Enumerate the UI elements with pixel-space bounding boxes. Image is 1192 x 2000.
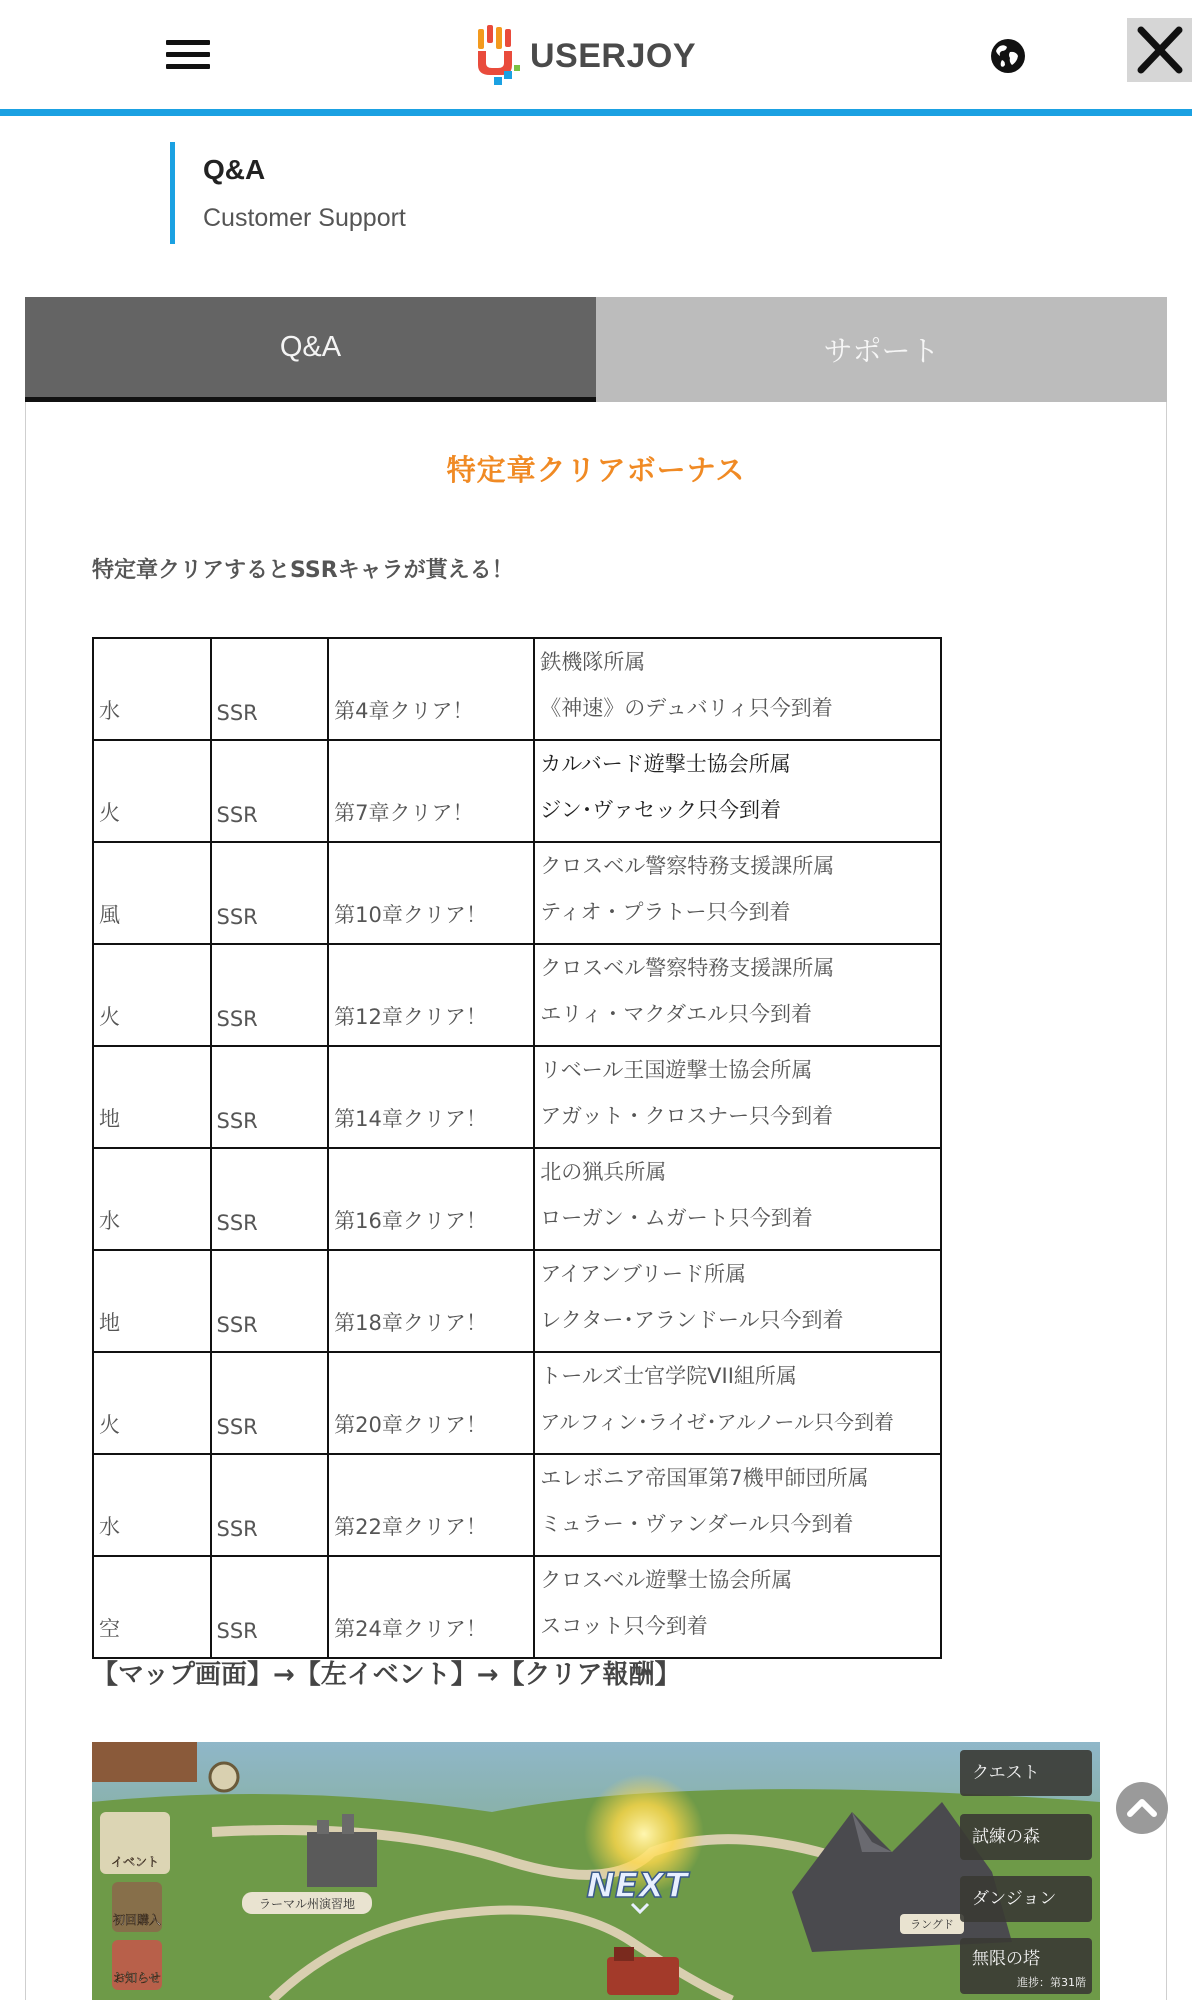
article-heading: 特定章クリアボーナス [446,453,746,487]
chapter-cell: 第14章クリア！ [328,1046,534,1148]
rarity-cell: SSR [211,1352,329,1454]
character-cell [534,1352,941,1454]
character-cell [534,638,941,740]
chapter-cell: 第7章クリア！ [328,740,534,842]
table-row [93,944,941,1046]
table-row [93,842,941,944]
affiliation-text: 北の猟兵所属 [540,1160,667,1184]
rarity-cell: SSR [211,842,329,944]
infinite-tower-menu-item[interactable]: 無限の塔 [972,1949,1040,1969]
page-title: Q&A [203,154,266,185]
userjoy-logo[interactable] [476,24,696,88]
character-cell [534,1148,941,1250]
dungeon-menu-item[interactable]: ダンジョン [972,1889,1057,1909]
rarity-cell: SSR [211,1046,329,1148]
element-cell: 火 [93,740,211,842]
character-text: ティオ・プラトー只今到着 [540,900,791,924]
chapter-cell: 第18章クリア！ [328,1250,534,1352]
character-cell [534,1454,941,1556]
table-row [93,1556,941,1658]
page-subtitle: Customer Support [203,204,406,232]
chapter-cell: 第22章クリア！ [328,1454,534,1556]
affiliation-text: 鉄機隊所属 [540,650,646,674]
character-text: ミュラー・ヴァンダール只今到着 [540,1512,854,1536]
affiliation-text: トールズ士官学院VII組所属 [540,1364,797,1388]
tab-qa[interactable]: Q&A [25,297,596,402]
route-instructions: 【マップ画面】→【左イベント】→【クリア報酬】 [92,1660,681,1690]
article-intro: 特定章クリアするとSSRキャラが貰える！ [92,558,514,583]
next-label[interactable]: NEXT [586,1866,688,1906]
table-row [93,1352,941,1454]
affiliation-text: クロスベル遊撃士協会所属 [540,1568,793,1592]
map-illustration [92,1742,1100,2000]
table-row [93,1454,941,1556]
character-cell [534,1046,941,1148]
close-icon [1127,18,1192,82]
affiliation-text: カルバード遊撃士協会所属 [540,752,791,776]
section-title [170,142,406,244]
character-cell [534,740,941,842]
news-menu-item[interactable]: お知らせ [113,1971,161,1985]
chapter-cell: 第20章クリア！ [328,1352,534,1454]
table-row [93,1250,941,1352]
table-row [93,638,941,740]
affiliation-text: リベール王国遊撃士協会所属 [540,1058,813,1082]
character-cell [534,944,941,1046]
character-text: 《神速》のデュバリィ只今到着 [540,696,833,720]
menu-icon[interactable] [166,40,210,72]
scroll-to-top-button[interactable] [1116,1782,1168,1834]
chapter-cell: 第12章クリア！ [328,944,534,1046]
affiliation-text: クロスベル警察特務支援課所属 [540,956,835,980]
reward-table [92,637,942,1659]
character-text: アルフィン･ライゼ･アルノール只今到着 [540,1410,895,1434]
character-cell [534,1250,941,1352]
chapter-cell: 第24章クリア！ [328,1556,534,1658]
chapter-cell: 第4章クリア！ [328,638,534,740]
table-row [93,1148,941,1250]
tab-bar [25,297,1167,402]
logo-text: USERJOY [530,36,696,75]
character-cell [534,842,941,944]
character-text: アガット・クロスナー只今到着 [540,1104,834,1128]
rarity-cell: SSR [211,1250,329,1352]
logo-mark-icon [476,25,522,87]
element-cell: 風 [93,842,211,944]
element-cell: 空 [93,1556,211,1658]
site-header [0,0,1192,116]
chevron-up-icon [1116,1782,1168,1834]
game-map-screenshot [92,1742,1100,2000]
element-cell: 地 [93,1250,211,1352]
element-cell: 水 [93,1454,211,1556]
rarity-cell: SSR [211,740,329,842]
rarity-cell: SSR [211,944,329,1046]
map-label-camp: ラーマル州演習地 [258,1897,356,1911]
table-row [93,740,941,842]
rarity-cell: SSR [211,1148,329,1250]
affiliation-text: エレボニア帝国軍第7機甲師団所属 [540,1466,869,1490]
element-cell: 水 [93,1148,211,1250]
tab-support[interactable]: サポート [596,297,1167,402]
element-cell: 地 [93,1046,211,1148]
element-cell: 火 [93,1352,211,1454]
character-text: レクター･アランドール只今到着 [540,1308,844,1332]
first-purchase-menu-item[interactable]: 初回購入 [112,1913,162,1927]
trial-forest-menu-item[interactable]: 試練の森 [972,1827,1040,1847]
globe-icon[interactable] [990,38,1026,74]
quest-menu-item[interactable]: クエスト [972,1763,1040,1783]
rarity-cell: SSR [211,638,329,740]
tower-progress: 進捗：第31階 [1017,1976,1086,1989]
chapter-cell: 第10章クリア！ [328,842,534,944]
map-label-langd: ラングド [910,1918,954,1931]
table-row [93,1046,941,1148]
character-text: エリィ・マクダエル只今到着 [540,1002,812,1026]
element-cell: 水 [93,638,211,740]
character-text: ローガン・ムガート只今到着 [540,1206,813,1230]
character-cell [534,1556,941,1658]
rarity-cell: SSR [211,1454,329,1556]
rarity-cell: SSR [211,1556,329,1658]
chapter-cell: 第16章クリア！ [328,1148,534,1250]
character-text: ジン･ヴァセック只今到着 [540,798,781,822]
affiliation-text: クロスベル警察特務支援課所属 [540,854,835,878]
affiliation-text: アイアンブリード所属 [540,1262,747,1286]
element-cell: 火 [93,944,211,1046]
close-button[interactable] [1127,18,1192,82]
character-text: スコット只今到着 [540,1614,708,1638]
event-menu-item[interactable]: イベント [110,1855,160,1869]
